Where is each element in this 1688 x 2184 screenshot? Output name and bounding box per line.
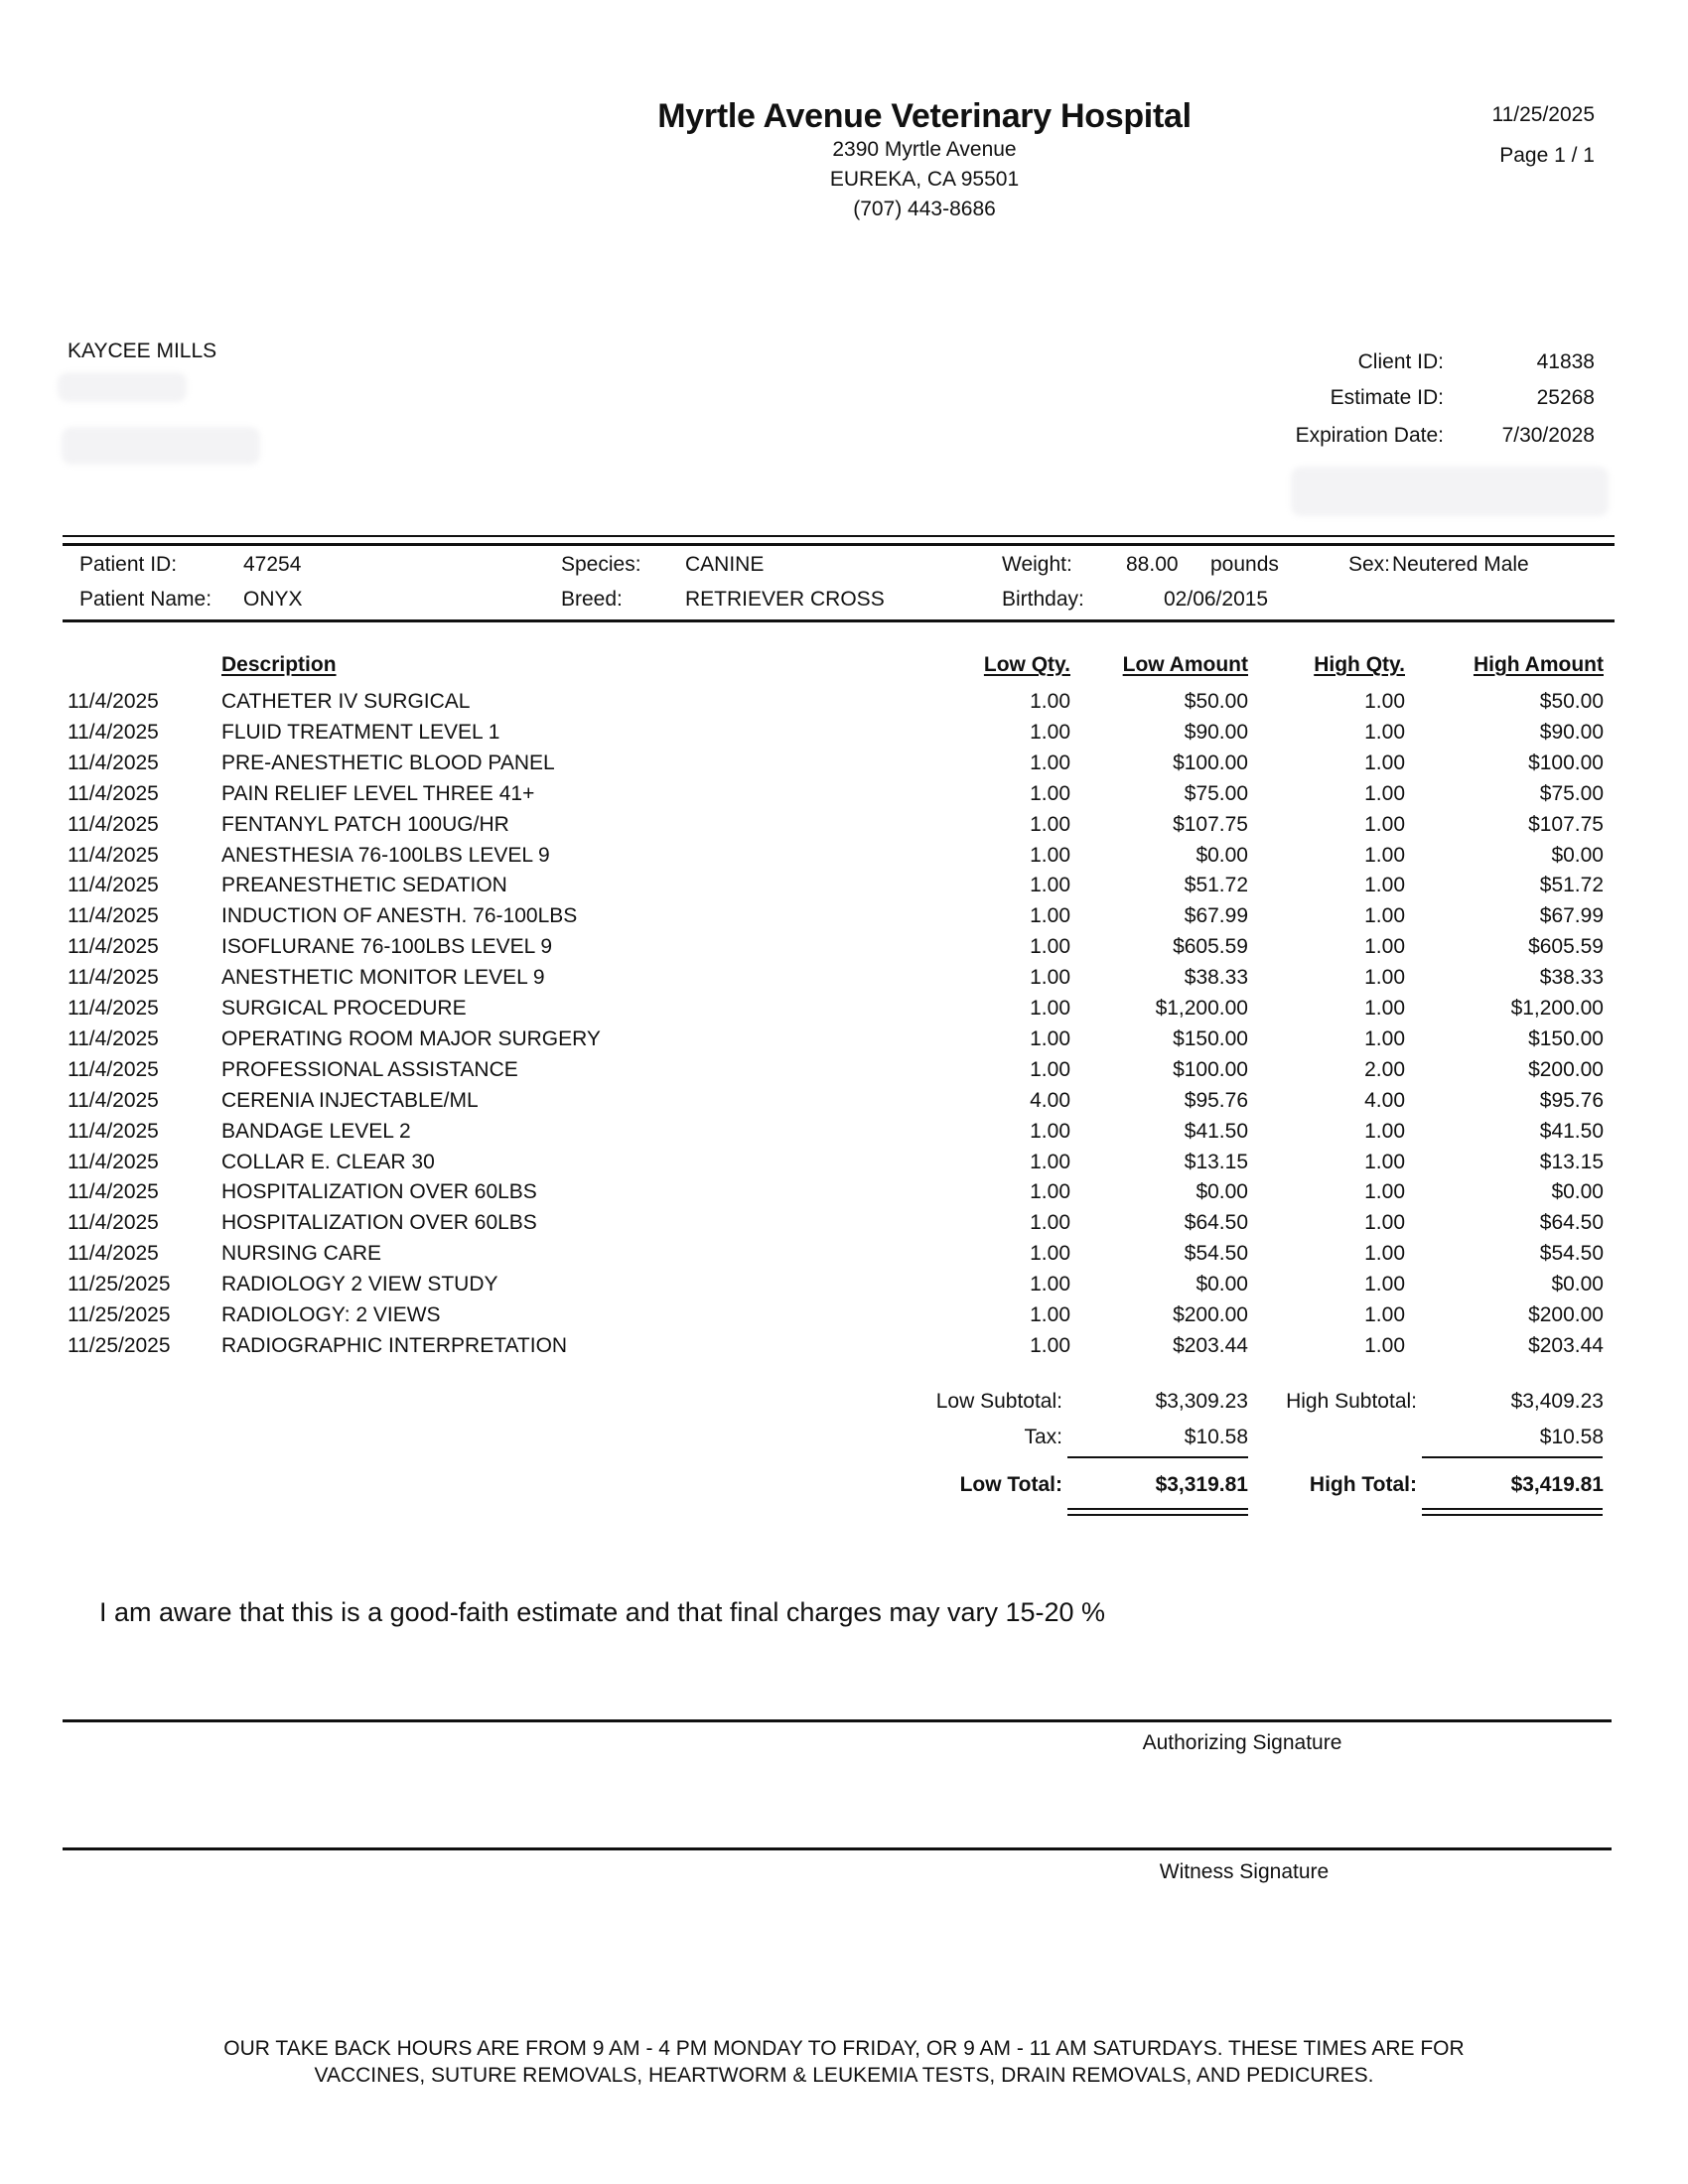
row-low-qty: 1.00 xyxy=(1030,812,1070,836)
row-description: CERENIA INJECTABLE/ML xyxy=(221,1088,479,1112)
patient-id-label: Patient ID: xyxy=(79,553,178,576)
table-row xyxy=(0,874,1688,904)
row-low-qty: 1.00 xyxy=(1030,997,1070,1020)
tax-label: Tax: xyxy=(1024,1426,1062,1448)
witness-signature-line[interactable] xyxy=(63,1847,1612,1850)
row-date: 11/25/2025 xyxy=(68,1303,171,1326)
row-low-qty: 1.00 xyxy=(1030,966,1070,990)
row-high-qty: 1.00 xyxy=(1364,781,1405,805)
high-tax-value: $10.58 xyxy=(1539,1426,1604,1448)
patient-name-value: ONYX xyxy=(243,588,303,611)
high-total-rule xyxy=(1422,1456,1603,1458)
hospital-address-line2: EUREKA, CA 95501 xyxy=(829,168,1020,191)
birthday-value: 02/06/2015 xyxy=(1164,588,1269,611)
estimate-acknowledgement: I am aware that this is a good-faith estimate and that final charges may vary 15-20 % xyxy=(99,1597,1106,1627)
birthday-label: Birthday: xyxy=(1002,588,1084,611)
row-high-qty: 1.00 xyxy=(1364,720,1405,744)
row-high-qty: 1.00 xyxy=(1364,1242,1405,1266)
row-date: 11/4/2025 xyxy=(68,874,159,897)
table-row xyxy=(0,1027,1688,1058)
row-high-qty: 2.00 xyxy=(1364,1057,1405,1081)
hospital-address-line1: 2390 Myrtle Avenue xyxy=(832,138,1017,161)
estimate-id-label: Estimate ID: xyxy=(1330,386,1444,409)
divider-patient-top xyxy=(63,543,1615,546)
row-low-qty: 1.00 xyxy=(1030,720,1070,744)
row-low-amount: $200.00 xyxy=(1173,1303,1248,1326)
row-low-amount: $13.15 xyxy=(1184,1150,1248,1173)
row-description: ANESTHETIC MONITOR LEVEL 9 xyxy=(221,966,545,990)
table-row xyxy=(0,935,1688,966)
row-date: 11/4/2025 xyxy=(68,997,159,1020)
row-low-amount: $64.50 xyxy=(1184,1211,1248,1235)
row-high-amount: $1,200.00 xyxy=(1510,997,1604,1020)
low-subtotal-value: $3,309.23 xyxy=(1155,1390,1248,1413)
table-row xyxy=(0,1334,1688,1365)
column-header-description: Description xyxy=(221,653,337,676)
row-description: OPERATING ROOM MAJOR SURGERY xyxy=(221,1026,601,1050)
table-row xyxy=(0,1211,1688,1242)
row-low-amount: $38.33 xyxy=(1184,966,1248,990)
expiration-date-label: Expiration Date: xyxy=(1295,424,1444,447)
row-date: 11/4/2025 xyxy=(68,966,159,990)
row-description: CATHETER IV SURGICAL xyxy=(221,690,471,713)
row-description: NURSING CARE xyxy=(221,1242,382,1266)
column-header-high-qty: High Qty. xyxy=(1314,653,1405,676)
row-high-qty: 1.00 xyxy=(1364,751,1405,774)
row-low-amount: $100.00 xyxy=(1173,1057,1248,1081)
row-low-qty: 1.00 xyxy=(1030,1242,1070,1266)
column-header-low-qty: Low Qty. xyxy=(983,653,1070,676)
row-low-amount: $100.00 xyxy=(1173,751,1248,774)
table-row xyxy=(0,1180,1688,1211)
row-description: FLUID TREATMENT LEVEL 1 xyxy=(221,720,500,744)
row-high-qty: 1.00 xyxy=(1364,1273,1405,1297)
row-high-amount: $100.00 xyxy=(1528,751,1604,774)
row-low-qty: 1.00 xyxy=(1030,935,1070,959)
estimate-id-value: 25268 xyxy=(1536,386,1595,409)
row-low-qty: 1.00 xyxy=(1030,781,1070,805)
row-low-qty: 1.00 xyxy=(1030,1119,1070,1143)
row-high-qty: 4.00 xyxy=(1364,1088,1405,1112)
weight-label: Weight: xyxy=(1002,553,1072,576)
row-high-amount: $90.00 xyxy=(1539,720,1604,744)
row-low-qty: 1.00 xyxy=(1030,1333,1070,1357)
table-row xyxy=(0,1273,1688,1303)
table-row xyxy=(0,966,1688,997)
row-date: 11/25/2025 xyxy=(68,1273,171,1297)
row-high-amount: $107.75 xyxy=(1528,812,1604,836)
row-description: COLLAR E. CLEAR 30 xyxy=(221,1150,435,1173)
row-date: 11/4/2025 xyxy=(68,781,159,805)
row-date: 11/4/2025 xyxy=(68,812,159,836)
client-name: KAYCEE MILLS xyxy=(68,340,217,362)
weight-value: 88.00 xyxy=(1126,553,1179,576)
table-row xyxy=(0,1058,1688,1089)
row-high-amount: $0.00 xyxy=(1551,1180,1604,1204)
document-date: 11/25/2025 xyxy=(1491,103,1595,126)
row-date: 11/4/2025 xyxy=(68,1088,159,1112)
row-high-amount: $150.00 xyxy=(1528,1026,1604,1050)
row-high-amount: $200.00 xyxy=(1528,1057,1604,1081)
row-high-qty: 1.00 xyxy=(1364,1180,1405,1204)
species-value: CANINE xyxy=(685,553,765,576)
row-description: FENTANYL PATCH 100UG/HR xyxy=(221,812,509,836)
row-date: 11/4/2025 xyxy=(68,690,159,713)
row-description: PROFESSIONAL ASSISTANCE xyxy=(221,1057,518,1081)
row-low-qty: 1.00 xyxy=(1030,904,1070,928)
hospital-phone: (707) 443-8686 xyxy=(853,198,996,220)
row-high-amount: $41.50 xyxy=(1539,1119,1604,1143)
row-date: 11/4/2025 xyxy=(68,1026,159,1050)
breed-label: Breed: xyxy=(561,588,623,611)
row-high-qty: 1.00 xyxy=(1364,812,1405,836)
table-row xyxy=(0,782,1688,813)
divider-double-top xyxy=(63,535,1615,537)
row-description: INDUCTION OF ANESTH. 76-100LBS xyxy=(221,904,578,928)
row-date: 11/4/2025 xyxy=(68,1211,159,1235)
row-low-qty: 1.00 xyxy=(1030,1180,1070,1204)
row-low-amount: $107.75 xyxy=(1173,812,1248,836)
row-high-amount: $13.15 xyxy=(1539,1150,1604,1173)
row-date: 11/4/2025 xyxy=(68,1180,159,1204)
row-high-qty: 1.00 xyxy=(1364,1211,1405,1235)
row-high-qty: 1.00 xyxy=(1364,935,1405,959)
weight-unit: pounds xyxy=(1210,553,1279,576)
footer-line-2: VACCINES, SUTURE REMOVALS, HEARTWORM & LEUKEMIA TESTS, DRAIN REMOVALS, AND PEDICURES. xyxy=(314,2064,1374,2087)
low-tax-value: $10.58 xyxy=(1184,1426,1248,1448)
row-low-amount: $1,200.00 xyxy=(1155,997,1248,1020)
row-high-amount: $0.00 xyxy=(1551,843,1604,867)
breed-value: RETRIEVER CROSS xyxy=(685,588,885,611)
row-date: 11/4/2025 xyxy=(68,1057,159,1081)
row-high-qty: 1.00 xyxy=(1364,1026,1405,1050)
row-low-qty: 1.00 xyxy=(1030,690,1070,713)
redacted-address xyxy=(58,372,187,402)
page-number: Page 1 / 1 xyxy=(1499,144,1595,167)
row-low-amount: $51.72 xyxy=(1184,874,1248,897)
authorizing-signature-label: Authorizing Signature xyxy=(1142,1731,1342,1754)
witness-signature-label: Witness Signature xyxy=(1159,1860,1330,1883)
low-subtotal-label: Low Subtotal: xyxy=(935,1390,1062,1413)
row-high-qty: 1.00 xyxy=(1364,966,1405,990)
row-date: 11/4/2025 xyxy=(68,904,159,928)
sex-value: Neutered Male xyxy=(1392,553,1529,576)
high-total-double-rule-2 xyxy=(1422,1514,1603,1516)
row-low-qty: 1.00 xyxy=(1030,751,1070,774)
row-description: RADIOLOGY: 2 VIEWS xyxy=(221,1303,441,1326)
row-high-qty: 1.00 xyxy=(1364,874,1405,897)
row-high-amount: $75.00 xyxy=(1539,781,1604,805)
row-high-amount: $51.72 xyxy=(1539,874,1604,897)
row-date: 11/4/2025 xyxy=(68,843,159,867)
table-row xyxy=(0,1303,1688,1334)
row-low-qty: 1.00 xyxy=(1030,1303,1070,1326)
row-low-amount: $605.59 xyxy=(1173,935,1248,959)
high-total-label: High Total: xyxy=(1309,1473,1417,1496)
low-total-double-rule-2 xyxy=(1067,1514,1248,1516)
table-row xyxy=(0,844,1688,875)
row-low-amount: $75.00 xyxy=(1184,781,1248,805)
row-high-amount: $64.50 xyxy=(1539,1211,1604,1235)
row-low-qty: 1.00 xyxy=(1030,843,1070,867)
row-date: 11/4/2025 xyxy=(68,720,159,744)
row-low-amount: $54.50 xyxy=(1184,1242,1248,1266)
row-low-qty: 1.00 xyxy=(1030,874,1070,897)
row-high-qty: 1.00 xyxy=(1364,1303,1405,1326)
row-low-qty: 1.00 xyxy=(1030,1150,1070,1173)
row-low-qty: 4.00 xyxy=(1030,1088,1070,1112)
divider-patient-bottom xyxy=(63,619,1615,622)
row-description: PAIN RELIEF LEVEL THREE 41+ xyxy=(221,781,535,805)
low-total-rule xyxy=(1067,1456,1248,1458)
patient-id-value: 47254 xyxy=(243,553,302,576)
client-id-label: Client ID: xyxy=(1357,350,1444,373)
high-subtotal-value: $3,409.23 xyxy=(1510,1390,1604,1413)
row-high-qty: 1.00 xyxy=(1364,1119,1405,1143)
row-low-qty: 1.00 xyxy=(1030,1057,1070,1081)
row-high-amount: $200.00 xyxy=(1528,1303,1604,1326)
row-high-qty: 1.00 xyxy=(1364,997,1405,1020)
row-description: RADIOLOGY 2 VIEW STUDY xyxy=(221,1273,498,1297)
redacted-city xyxy=(62,427,260,465)
row-low-amount: $0.00 xyxy=(1196,1180,1248,1204)
table-row xyxy=(0,1242,1688,1273)
row-high-amount: $0.00 xyxy=(1551,1273,1604,1297)
row-description: HOSPITALIZATION OVER 60LBS xyxy=(221,1180,537,1204)
table-row xyxy=(0,904,1688,935)
row-description: BANDAGE LEVEL 2 xyxy=(221,1119,411,1143)
row-date: 11/4/2025 xyxy=(68,1150,159,1173)
row-high-amount: $203.44 xyxy=(1528,1333,1604,1357)
authorizing-signature-line[interactable] xyxy=(63,1719,1612,1722)
row-description: RADIOGRAPHIC INTERPRETATION xyxy=(221,1333,568,1357)
low-total-double-rule-1 xyxy=(1067,1508,1248,1510)
low-total-value: $3,319.81 xyxy=(1155,1473,1248,1496)
row-low-qty: 1.00 xyxy=(1030,1273,1070,1297)
footer-line-1: OUR TAKE BACK HOURS ARE FROM 9 AM - 4 PM MONDAY TO FRIDAY, OR 9 AM - 11 AM SATURDAYS. THESE TIMES ARE FOR xyxy=(223,2037,1465,2060)
row-low-amount: $90.00 xyxy=(1184,720,1248,744)
footer-notice xyxy=(223,2035,1464,2089)
row-low-amount: $150.00 xyxy=(1173,1026,1248,1050)
sex-label: Sex: xyxy=(1348,553,1391,576)
row-date: 11/25/2025 xyxy=(68,1333,171,1357)
row-high-qty: 1.00 xyxy=(1364,690,1405,713)
row-low-amount: $203.44 xyxy=(1173,1333,1248,1357)
table-row xyxy=(0,997,1688,1027)
patient-name-label: Patient Name: xyxy=(79,588,212,611)
row-low-amount: $0.00 xyxy=(1196,1273,1248,1297)
row-high-amount: $605.59 xyxy=(1528,935,1604,959)
table-row xyxy=(0,690,1688,721)
species-label: Species: xyxy=(561,553,641,576)
row-low-qty: 1.00 xyxy=(1030,1211,1070,1235)
high-total-double-rule-1 xyxy=(1422,1508,1603,1510)
row-low-amount: $95.76 xyxy=(1184,1088,1248,1112)
row-description: PRE-ANESTHETIC BLOOD PANEL xyxy=(221,751,555,774)
table-row xyxy=(0,751,1688,782)
row-high-qty: 1.00 xyxy=(1364,843,1405,867)
expiration-date-value: 7/30/2028 xyxy=(1501,424,1595,447)
row-high-qty: 1.00 xyxy=(1364,904,1405,928)
row-date: 11/4/2025 xyxy=(68,751,159,774)
row-low-amount: $41.50 xyxy=(1184,1119,1248,1143)
row-description: ISOFLURANE 76-100LBS LEVEL 9 xyxy=(221,935,553,959)
table-row xyxy=(0,721,1688,751)
row-high-amount: $54.50 xyxy=(1539,1242,1604,1266)
row-low-amount: $0.00 xyxy=(1196,843,1248,867)
row-high-qty: 1.00 xyxy=(1364,1150,1405,1173)
row-low-qty: 1.00 xyxy=(1030,1026,1070,1050)
client-id-value: 41838 xyxy=(1536,350,1595,373)
low-total-label: Low Total: xyxy=(959,1473,1062,1496)
row-description: PREANESTHETIC SEDATION xyxy=(221,874,507,897)
row-high-qty: 1.00 xyxy=(1364,1333,1405,1357)
row-date: 11/4/2025 xyxy=(68,1242,159,1266)
redacted-info xyxy=(1291,467,1609,516)
row-high-amount: $95.76 xyxy=(1539,1088,1604,1112)
row-low-amount: $67.99 xyxy=(1184,904,1248,928)
row-high-amount: $67.99 xyxy=(1539,904,1604,928)
row-description: ANESTHESIA 76-100LBS LEVEL 9 xyxy=(221,843,550,867)
column-header-high-amount: High Amount xyxy=(1473,653,1604,676)
table-row xyxy=(0,1120,1688,1151)
high-subtotal-label: High Subtotal: xyxy=(1286,1390,1417,1413)
row-high-amount: $38.33 xyxy=(1539,966,1604,990)
hospital-name: Myrtle Avenue Veterinary Hospital xyxy=(657,97,1192,135)
table-row xyxy=(0,1151,1688,1181)
row-description: HOSPITALIZATION OVER 60LBS xyxy=(221,1211,537,1235)
high-total-value: $3,419.81 xyxy=(1510,1473,1604,1496)
row-low-amount: $50.00 xyxy=(1184,690,1248,713)
row-high-amount: $50.00 xyxy=(1539,690,1604,713)
column-header-low-amount: Low Amount xyxy=(1122,653,1248,676)
table-row xyxy=(0,1089,1688,1120)
table-row xyxy=(0,813,1688,844)
row-description: SURGICAL PROCEDURE xyxy=(221,997,467,1020)
row-date: 11/4/2025 xyxy=(68,1119,159,1143)
row-date: 11/4/2025 xyxy=(68,935,159,959)
